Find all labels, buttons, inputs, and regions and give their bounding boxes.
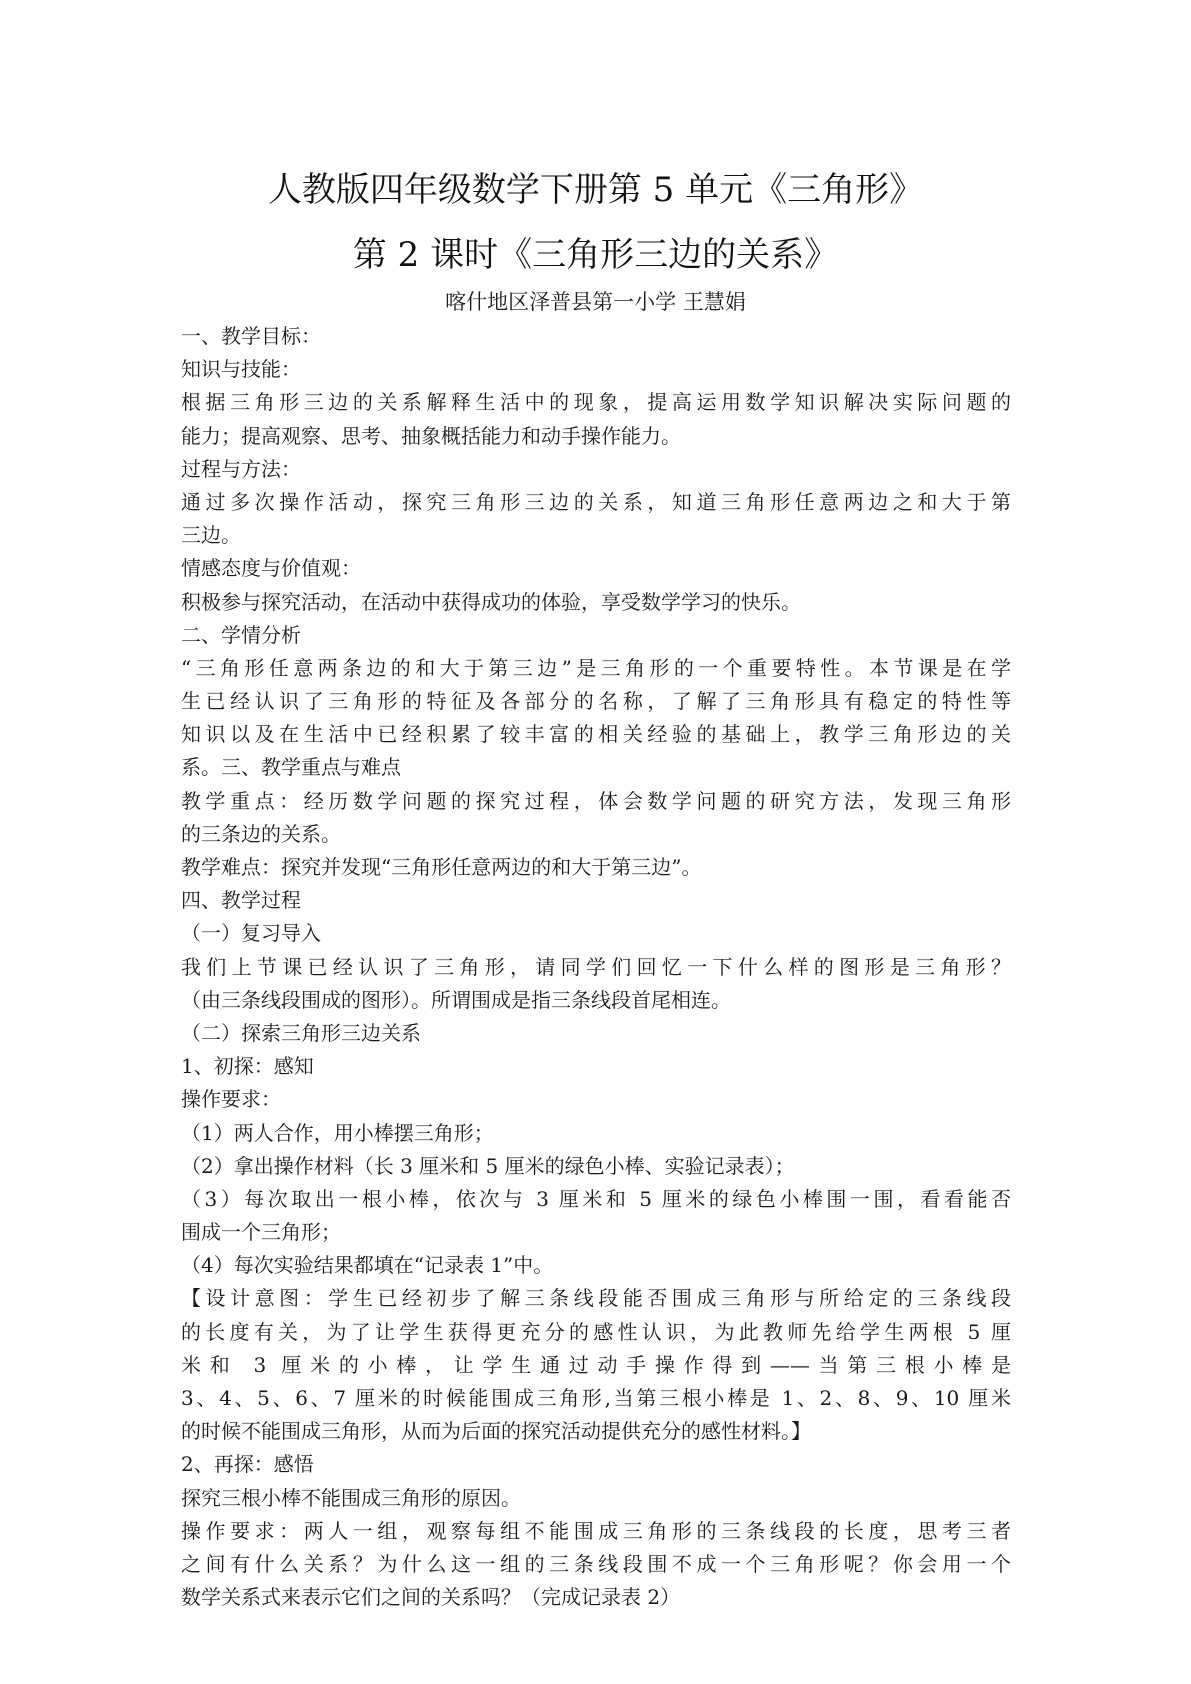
heading-teaching-goals: 一、教学目标： (181, 324, 321, 348)
text-line: 教学难点：探究并发现“三角形任意两边的和大于第三边”。 (181, 855, 702, 879)
list-item: （3）每次取出一根小棒，依次与 3 厘米和 5 厘米的绿色小棒围一围，看看能否 (181, 1186, 1011, 1211)
document-subtitle: 第 2 课时《三角形三边的关系》 (352, 235, 839, 275)
author-line: 喀什地区泽普县第一小学 王慧娟 (445, 290, 746, 314)
document-title: 人教版四年级数学下册第 5 单元《三角形》 (267, 170, 924, 210)
list-item: （2）拿出操作材料（长 3 厘米和 5 厘米的绿色小棒、实验记录表）； (181, 1153, 795, 1178)
text-line: 数学关系式来表示它们之间的关系吗？（完成记录表 2） (181, 1585, 681, 1610)
subheading-review: （一）复习导入 (181, 921, 321, 946)
text-line: 【设计意图：学生已经初步了解三条线段能否围成三角形与所给定的三条线段 (181, 1286, 1011, 1311)
text-line: 的时候不能围成三角形，从而为后面的探究活动提供充分的感性材料。】 (181, 1419, 811, 1444)
text-line: 探究三根小棒不能围成三角形的原因。 (181, 1485, 521, 1510)
text-line: 知识以及在生活中已经积累了较丰富的相关经验的基础上，教学三角形边的关 (181, 722, 1011, 747)
text-line: 之间有什么关系？为什么这一组的三条线段围不成一个三角形呢？你会用一个 (181, 1551, 1011, 1576)
text-line: 通过多次操作活动，探究三角形三边的关系，知道三角形任意两边之和大于第 (181, 489, 1011, 514)
text-line: 操作要求：两人一组，观察每组不能围成三角形的三条线段的长度，思考三者 (181, 1518, 1011, 1543)
heading-student-analysis: 二、学情分析 (181, 622, 301, 647)
subheading-explore: （二）探索三角形三边关系 (181, 1020, 421, 1045)
document-body (181, 320, 1011, 1614)
text-line: 生已经认识了三角形的特征及各部分的名称，了解了三角形具有稳定的特性等 (181, 689, 1011, 714)
subheading-knowledge-skills: 知识与技能： (181, 357, 301, 382)
text-line: 系。三、教学重点与难点 (181, 755, 401, 780)
text-line: 的三条边的关系。 (181, 821, 341, 846)
subheading-attitude-values: 情感态度与价值观： (181, 556, 361, 581)
text-line: 根据三角形三边的关系解释生活中的现象，提高运用数学知识解决实际问题的 (181, 390, 1011, 415)
text-line: 操作要求： (181, 1087, 281, 1112)
text-line: 积极参与探究活动，在活动中获得成功的体验，享受数学学习的快乐。 (181, 589, 801, 614)
text-line: 我们上节课已经认识了三角形，请同学们回忆一下什么样的图形是三角形？ (181, 954, 1011, 979)
text-line: （由三条线段围成的图形）。所谓围成是指三条线段首尾相连。 (181, 987, 731, 1012)
text-line: 米和 3 厘米的小棒，让学生通过动手操作得到——当第三根小棒是 (181, 1352, 1011, 1377)
list-item: （1）两人合作，用小棒摆三角形； (181, 1120, 494, 1145)
text-line: 三边。 (181, 523, 241, 548)
subheading-first-explore: 1、初探：感知 (181, 1054, 314, 1079)
list-item: （4）每次实验结果都填在“记录表 1”中。 (181, 1253, 554, 1278)
subheading-process-method: 过程与方法： (181, 456, 301, 481)
heading-teaching-process: 四、教学过程 (181, 888, 301, 913)
text-line: 围成一个三角形； (181, 1220, 341, 1245)
text-line: “三角形任意两条边的和大于第三边”是三角形的一个重要特性。本节课是在学 (181, 655, 1011, 680)
text-line: 能力；提高观察、思考、抽象概括能力和动手操作能力。 (181, 423, 681, 448)
subheading-second-explore: 2、再探：感悟 (181, 1452, 314, 1477)
text-line: 教学重点：经历数学问题的探究过程，体会数学问题的研究方法，发现三角形 (181, 788, 1011, 813)
text-line: 的长度有关，为了让学生获得更充分的感性认识，为此教师先给学生两根 5 厘 (181, 1319, 1011, 1344)
text-line: 3、4、5、6、7 厘米的时候能围成三角形,当第三根小棒是 1、2、8、9、10 厘米 (181, 1386, 1011, 1410)
